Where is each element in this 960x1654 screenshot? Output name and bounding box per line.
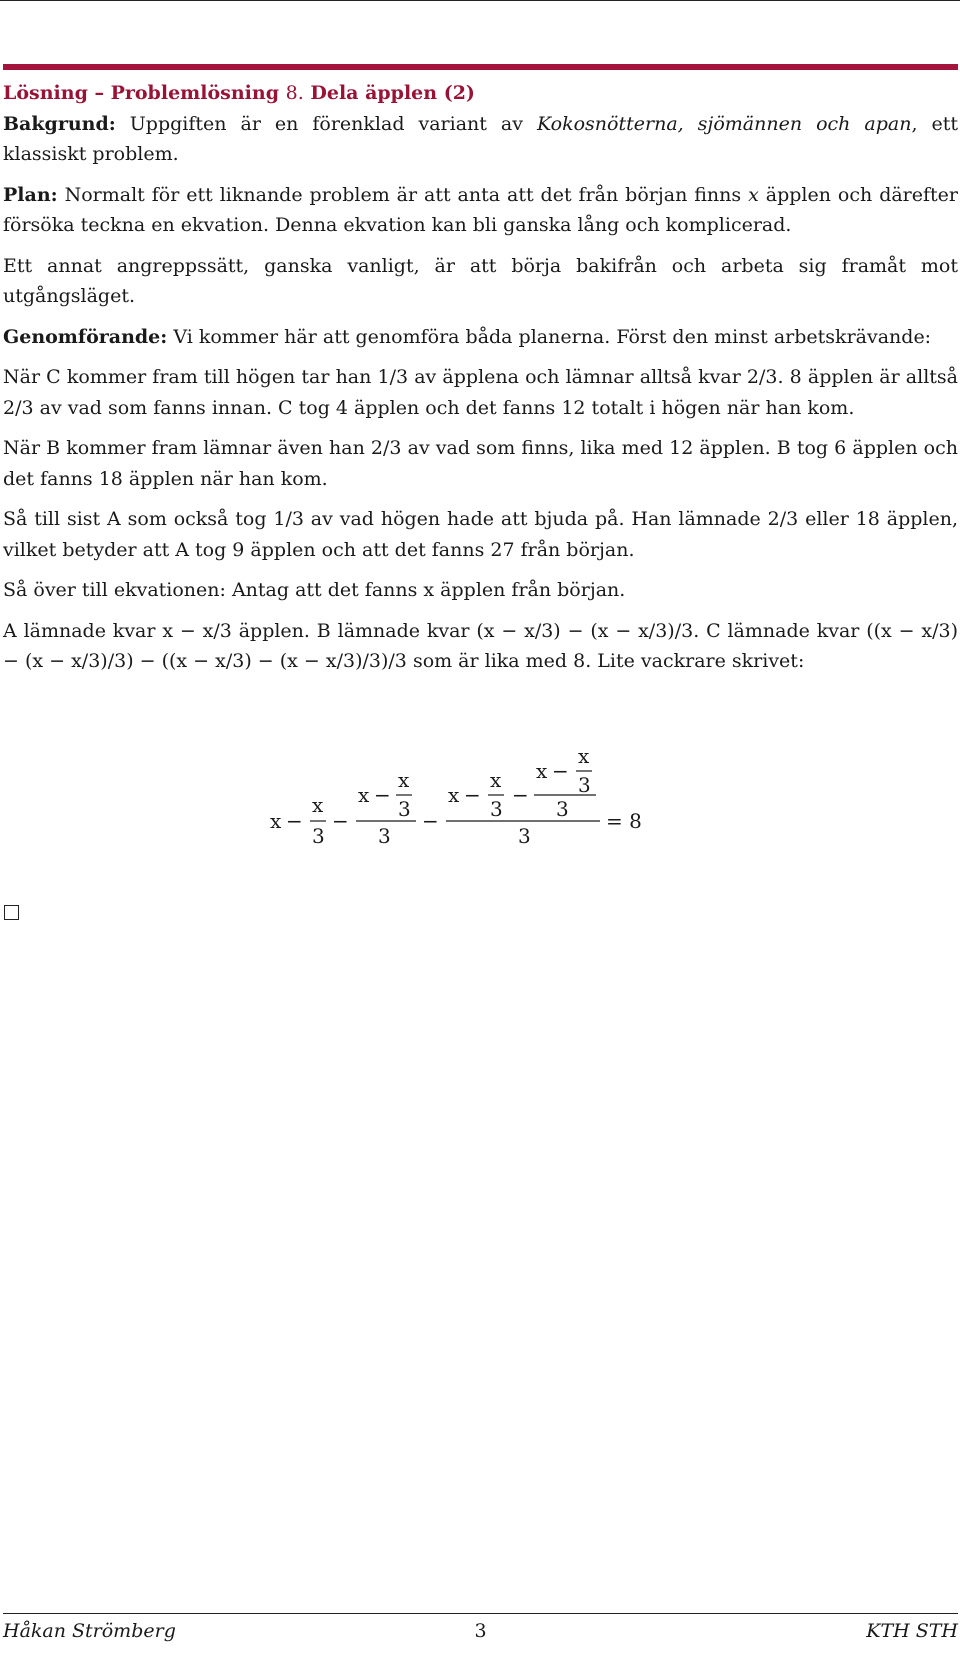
paragraph-b: När B kommer fram lämnar även han 2/3 av vad som finns, lika med 12 äpplen. B tog 6 äpplen och det fanns 18 äpplen när han kom. xyxy=(3,437,958,490)
qed-box xyxy=(4,905,19,920)
f-minus-1: − xyxy=(286,809,303,833)
paragraph-equation: A lämnade kvar x − x/3 äpplen. B lämnade kvar (x − x/3) − (x − x/3)/3. C lämnade kvar ((x − x/3) − (x − x/3)/3) − ((x − x/3) − (x − x/3)/3)/3 som är lika med 8. Lite vackrare skrivet: xyxy=(3,619,958,672)
plan-label: Plan: xyxy=(3,183,58,206)
f-minus-6: − xyxy=(512,783,529,807)
footer-rule xyxy=(3,1613,958,1614)
f-three-4: 3 xyxy=(490,797,503,821)
f-minus-7: − xyxy=(552,759,569,783)
f-minus-4: − xyxy=(422,809,439,833)
f-x-5: x xyxy=(448,783,460,807)
f-x-8: x xyxy=(578,745,590,768)
plan-var: x xyxy=(748,183,759,206)
footer-author: Håkan Strömberg xyxy=(3,1620,176,1642)
bakgrund-text-1: Uppgiften är en förenklad variant av xyxy=(129,112,523,135)
f-rhs: = 8 xyxy=(606,809,642,833)
plan-text-1: Normalt för ett liknande problem är att anta att det från början finns xyxy=(64,183,742,206)
f-minus-5: − xyxy=(464,783,481,807)
f-three-3: 3 xyxy=(378,824,391,848)
f-three-5: 3 xyxy=(578,773,591,797)
f-x-2: x xyxy=(312,793,324,817)
footer-page-number: 3 xyxy=(474,1620,487,1642)
plan-paragraph xyxy=(3,180,958,241)
genomforande-label: Genomförande: xyxy=(3,325,168,348)
paragraph-equation-intro: Så över till ekvationen: Antag att det fanns x äpplen från början. xyxy=(3,579,626,601)
page-footer xyxy=(3,1620,958,1650)
nested-fraction-equation xyxy=(270,745,690,875)
solution-title xyxy=(3,78,958,170)
genomforande-paragraph xyxy=(3,322,958,353)
f-three-6: 3 xyxy=(556,797,569,821)
f-x-3: x xyxy=(358,783,370,807)
plan-paragraph-2: Ett annat angreppssätt, ganska vanligt, är att börja bakifrån och arbeta sig framåt mot utgångsläget. xyxy=(3,254,958,307)
bakgrund-label: Bakgrund: xyxy=(3,112,116,135)
page-top-rule xyxy=(0,0,960,1)
f-x-4: x xyxy=(398,768,410,792)
title-prefix: Lösning – Problemlösning xyxy=(3,82,279,104)
f-x-6: x xyxy=(490,768,502,792)
title-rest: Dela äpplen (2) xyxy=(310,82,475,104)
f-three-7: 3 xyxy=(518,824,531,848)
f-x-7: x xyxy=(536,759,548,783)
title-number: 8. xyxy=(285,82,304,104)
genomforande-text: Vi kommer här att genomföra båda planerna. Först den minst arbetskrävande: xyxy=(173,325,932,348)
f-minus-2: − xyxy=(332,809,349,833)
document-body xyxy=(3,78,958,687)
f-three-1: 3 xyxy=(312,824,325,848)
bakgrund-italic: Kokosnötterna, sjömännen och apan xyxy=(536,112,912,135)
paragraph-a: Så till sist A som också tog 1/3 av vad högen hade att bjuda på. Han lämnade 2/3 eller 18 äpplen, vilket betyder att A tog 9 äpplen och att det fanns 27 från början. xyxy=(3,508,958,561)
paragraph-c: När C kommer fram till högen tar han 1/3 av äpplena och lämnar alltså kvar 2/3. 8 äpplen är alltså 2/3 av vad som fanns innan. C tog 4 äpplen och det fanns 12 totalt i högen när han kom. xyxy=(3,366,958,419)
plan-text-2: äpplen och därefter försöka teckna en ekvation. Denna ekvation kan bli ganska lång och komplicerad. xyxy=(3,183,959,236)
bakgrund-text-2: , ett klassiskt problem. xyxy=(3,112,958,165)
f-x-1: x xyxy=(270,809,282,833)
footer-org: KTH STH xyxy=(866,1620,958,1642)
f-minus-3: − xyxy=(374,783,391,807)
f-three-2: 3 xyxy=(398,797,411,821)
header-bar xyxy=(3,64,958,70)
